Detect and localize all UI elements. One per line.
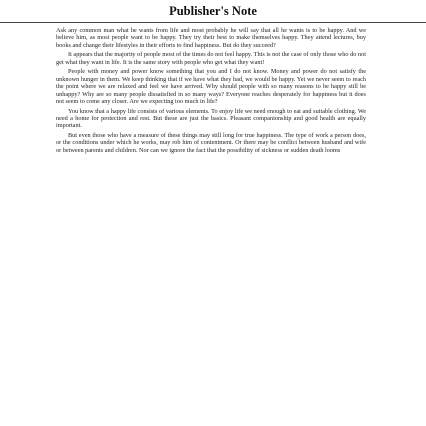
- body-text: [56, 27, 366, 423]
- paragraph-1: Ask any common man what he wants from life and most probably he will say that all he wants is to be happy. And we believe him, as most people want to be happy. They try their best to make themselves happy. They attend lectures, buy books and change their lifestyles in their efforts to find happiness. But do they succeed?: [56, 27, 366, 49]
- paragraph-2: It appears that the majority of people most of the times do not feel happy. This is not the case of only those who do not get what they want in life. It is the same story with people who get what they want!: [56, 51, 366, 66]
- paragraph-3: People with money and power know something that you and I do not know. Money and power do not satisfy the unknown hunger in them. We keep thinking that if we have what they had, we would be happy. Yet we never seem to reach the point where we are relaxed and feel we have arrived. Why should people with so many reasons to be happy still be unhappy? Why are so many people dissatisfied in so many ways? Everyone reaches desperately for happiness but it does not seem to come any closer. Are we expecting too much in life?: [56, 68, 366, 106]
- page-title: Publisher's Note: [169, 3, 257, 18]
- paragraph-5: But even those who have a measure of these things may still long for true happiness. The type of work a person does, or the conditions under which he works, may rob him of contentment. Or there may be conflict between husband and wife or between parents and children. Nor can we ignore the fact that the possibility of sickness or sudden death looms: [56, 131, 366, 154]
- paragraph-4: You know that a happy life consists of various elements. To enjoy life we need enough to eat and suitable clothing. We need a home for protection and rest. But these are just the basics. Pleasant companionship and good health are equally important.: [56, 107, 366, 130]
- title-divider: [0, 22, 426, 23]
